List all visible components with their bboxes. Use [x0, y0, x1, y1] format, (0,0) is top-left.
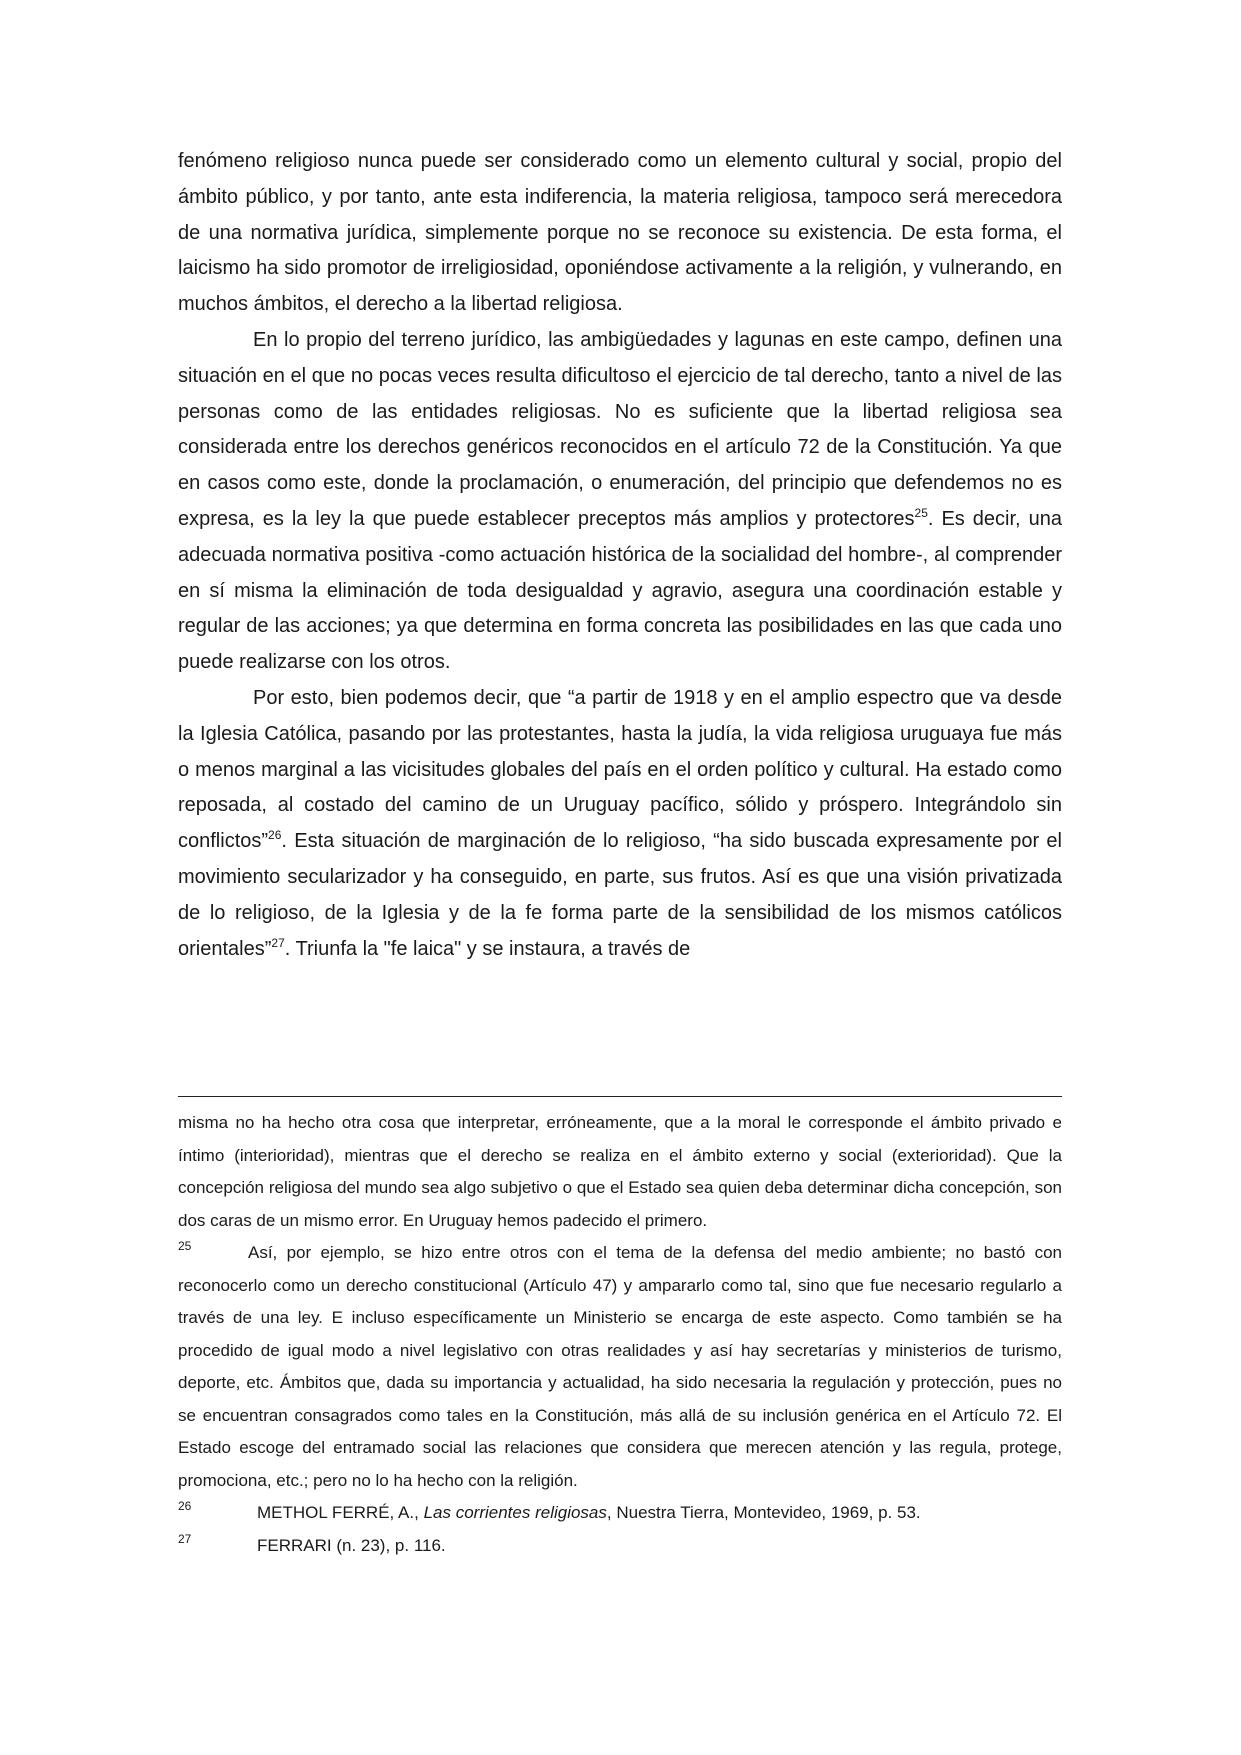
paragraph-3 — [178, 681, 1062, 967]
body-text — [178, 144, 1062, 967]
footnote-continuation-text: misma no ha hecho otra cosa que interpretar, erróneamente, que a la moral le corresponde el ámbito privado e íntimo (interioridad), mientras que el derecho se realiza en el ámbito externo y social (exterioridad). Que la concepción religiosa del mundo sea algo subjetivo o que el Estado sea quien deba determinar dicha concepción, son dos caras de un mismo error. En Uruguay hemos padecido el primero. — [178, 1113, 1062, 1230]
footnote-26-title: Las corrientes religiosas — [423, 1503, 607, 1522]
paragraph-3-text-c: . Triunfa la "fe laica" y se instaura, a través de — [284, 937, 691, 960]
footnote-27-text: FERRARI (n. 23), p. 116. — [257, 1535, 446, 1555]
footnote-27: 27 FERRARI (n. 23), p. 116. — [178, 1531, 446, 1555]
footnote-continuation — [178, 1107, 1062, 1237]
footnotes — [178, 1107, 1062, 1562]
paragraph-2 — [178, 323, 1062, 681]
footnote-26: 26 METHOL FERRÉ, A., Las corrientes religiosas, Nuestra Tierra, Montevideo, 1969, p. 53. — [178, 1499, 921, 1522]
footnote-separator — [178, 1096, 1062, 1097]
footnote-ref-27[interactable]: 27 — [271, 935, 285, 950]
footnote-26-author: METHOL FERRÉ, A., — [257, 1503, 424, 1522]
paragraph-1 — [178, 144, 1062, 323]
footnote-ref-26[interactable]: 26 — [268, 828, 282, 843]
paragraph-2-text-a: En lo propio del terreno jurídico, las ambigüedades y lagunas en este campo, definen una situación en el que no pocas veces resulta dificultoso el ejercicio de tal derecho, tanto a nivel de las personas como de las entidades religiosas. No es suficiente que la libertad religiosa sea considerada entre los derechos genéricos reconocidos en el artículo 72 de la Constitución. Ya que en casos como este, donde la proclamación, o enumeración, del principio que defendemos no es expresa, es la ley la que puede establecer preceptos más amplios y protectores — [178, 328, 1062, 530]
footnote-26-rest: , Nuestra Tierra, Montevideo, 1969, p. 53. — [606, 1503, 921, 1522]
footnote-ref-25[interactable]: 25 — [914, 505, 928, 520]
paragraph-3-text-a: Por esto, bien podemos decir, que “a partir de 1918 y en el amplio espectro que va desde la Iglesia Católica, pasando por las protestantes, hasta la judía, la vida religiosa uruguaya fue más o menos marginal a las vicisitudes globales del país en el orden político y cultural. Ha estado como reposada, al costado del camino de un Uruguay pacífico, sólido y próspero. Integrándolo sin conflictos” — [178, 686, 1062, 853]
paragraph-3-text-b: . Esta situación de marginación de lo religioso, “ha sido buscada expresamente por el movimiento secularizador y ha conseguido, en parte, sus frutos. Así es que una visión privatizada de lo religioso, de la Iglesia y de la fe forma parte de la sensibilidad de los mismos católicos orientales” — [178, 830, 1062, 960]
footnote-25: 25 Así, por ejemplo, se hizo entre otros con el tema de la defensa del medio ambiente; no bastó con reconocerlo como un derecho constitucional (Artículo 47) y ampararlo como tal, sino que fue necesario regularlo a través de una ley. E incluso específicamente un Ministerio se encarga de este aspecto. Como también se ha procedido de igual modo a nivel legislativo con otras realidades y así hay secretarías y ministerios de turismo, deporte, etc. Ámbitos que, dada su importancia y actualidad, ha sido necesaria la regulación y protección, pues no se encuentran consagrados como tales en la Constitución, más allá de su inclusión genérica en el Artículo 72. El Estado escoge del entramado social las relaciones que considera que merecen atención y las regula, protege, promociona, etc.; pero no lo ha hecho con la religión. — [178, 1239, 1062, 1490]
footnote-25-text: Así, por ejemplo, se hizo entre otros con el tema de la defensa del medio ambiente; no bastó con reconocerlo como un derecho constitucional (Artículo 47) y ampararlo como tal, sino que fue necesario regularlo a través de una ley. E incluso específicamente un Ministerio se encarga de este aspecto. Como también se ha procedido de igual modo a nivel legislativo con otras realidades y así hay secretarías y ministerios de turismo, deporte, etc. Ámbitos que, dada su importancia y actualidad, ha sido necesaria la regulación y protección, pues no se encuentran consagrados como tales en la Constitución, más allá de su inclusión genérica en el Artículo 72. El Estado escoge del entramado social las relaciones que considera que merecen atención y las regula, protege, promociona, etc.; pero no lo ha hecho con la religión. — [178, 1243, 1062, 1490]
paragraph-2-text-b: . Es decir, una adecuada normativa positiva -como actuación histórica de la socialidad del hombre-, al comprender en sí misma la eliminación de toda desigualdad y agravio, asegura una coordinación estable y regular de las acciones; ya que determina en forma concreta las posibilidades en las que cada uno puede realizarse con los otros. — [178, 507, 1062, 674]
paragraph-1-text: fenómeno religioso nunca puede ser considerado como un elemento cultural y social, propio del ámbito público, y por tanto, ante esta indiferencia, la materia religiosa, tampoco será merecedora de una normativa jurídica, simplemente porque no se reconoce su existencia. De esta forma, el laicismo ha sido promotor de irreligiosidad, oponiéndose activamente a la religión, y vulnerando, en muchos ámbitos, el derecho a la libertad religiosa. — [178, 150, 1062, 316]
